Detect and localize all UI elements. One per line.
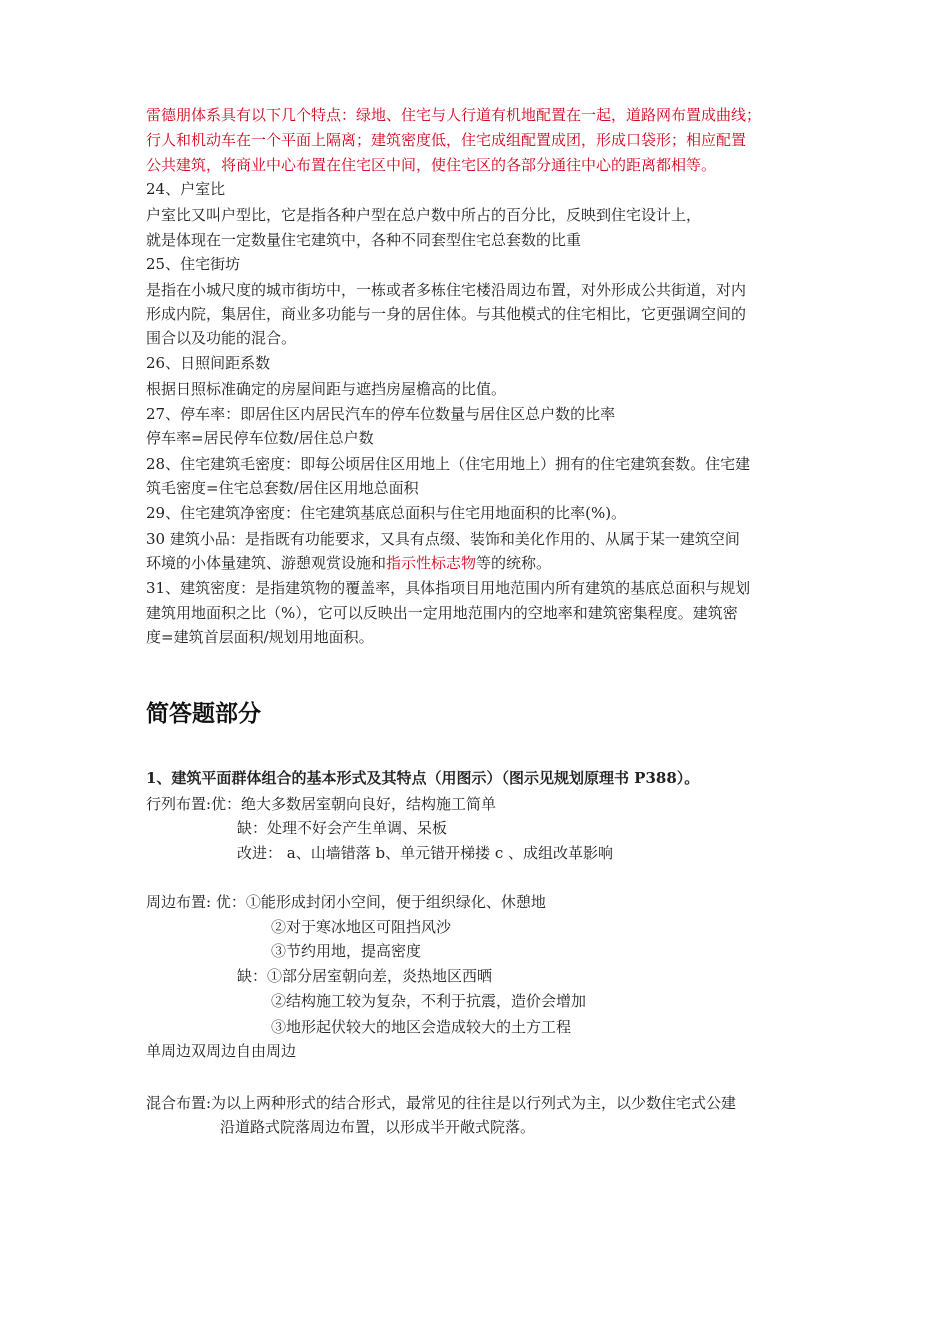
question-1-title: 1、建筑平面群体组合的基本形式及其特点（用图示）（图示见规划原理书 P388）。 (146, 769, 700, 787)
term-31-title: 31、建筑密度：是指建筑物的覆盖率，具体指项目用地范围内所有建筑的基底总面积与规划 (146, 579, 751, 597)
term-28-line-1: 筑毛密度=住宅总套数/居住区用地总面积 (146, 479, 419, 497)
term-30-title: 30 建筑小品：是指既有功能要求，又具有点缀、装饰和美化作用的、从属于某一建筑空间 (146, 530, 740, 548)
perimeter-types: 单周边双周边自由周边 (146, 1042, 297, 1060)
row-layout-cons: 缺：处理不好会产生单调、呆板 (237, 819, 448, 837)
term-24-title: 24、户室比 (146, 180, 226, 198)
intro-line-2: 行人和机动车在一个平面上隔离；建筑密度低，住宅成组配置成团，形成口袋形；相应配置 (146, 131, 747, 149)
perimeter-pros-2: ②对于寒冰地区可阻挡风沙 (271, 918, 452, 936)
intro-line-3: 公共建筑，将商业中心布置在住宅区中间，使住宅区的各部分通往中心的距离都相等。 (146, 156, 717, 174)
term-24-line-1: 户室比又叫户型比，它是指各种户型在总户数中所占的百分比，反映到住宅设计上， (146, 206, 702, 224)
row-layout-improve: 改进： a、山墙错落 b、单元错开梯搂 c 、成组改革影响 (237, 844, 614, 862)
perimeter-pros-1: 周边布置: 优：①能形成封闭小空间，便于组织绿化、休憩地 (146, 893, 546, 911)
perimeter-pros-3: ③节约用地，提高密度 (271, 942, 422, 960)
term-25-title: 25、住宅街坊 (146, 255, 241, 273)
term-30-after: 等的统称。 (476, 554, 552, 572)
term-31-line-1: 建筑用地面积之比（%），它可以反映出一定用地范围内的空地率和建筑密集程度。建筑密 (146, 604, 738, 622)
term-28-title: 28、住宅建筑毛密度：即每公顷居住区用地上（住宅用地上）拥有的住宅建筑套数。住宅建 (146, 455, 751, 473)
term-26-line-1: 根据日照标准确定的房屋间距与遮挡房屋檐高的比值。 (146, 380, 507, 398)
perimeter-cons-2: ②结构施工较为复杂，不利于抗震，造价会增加 (271, 992, 587, 1010)
section-heading: 简答题部分 (146, 701, 261, 727)
term-24-line-2: 就是体现在一定数量住宅建筑中，各种不同套型住宅总套数的比重 (146, 231, 582, 249)
perimeter-cons-1: 缺：①部分居室朝向差，炎热地区西晒 (237, 967, 493, 985)
term-26-title: 26、日照间距系数 (146, 354, 271, 372)
term-25-line-3: 围合以及功能的混合。 (146, 329, 297, 347)
mixed-layout-2: 沿道路式院落周边布置，以形成半开敞式院落。 (220, 1118, 536, 1136)
term-30-line-2 (146, 553, 551, 573)
perimeter-cons-3: ③地形起伏较大的地区会造成较大的土方工程 (271, 1018, 572, 1036)
term-30-highlight: 指示性标志物 (386, 554, 477, 572)
term-25-line-2: 形成内院，集居住，商业多功能与一身的居住体。与其他模式的住宅相比，它更强调空间的 (146, 305, 747, 323)
term-31-line-2: 度=建筑首层面积/规划用地面积。 (146, 628, 374, 646)
mixed-layout-1: 混合布置:为以上两种形式的结合形式，最常见的往往是以行列式为主，以少数住宅式公建 (146, 1094, 737, 1112)
row-layout-pros: 行列布置:优：绝大多数居室朝向良好，结构施工简单 (146, 795, 497, 813)
term-29-title: 29、住宅建筑净密度：住宅建筑基底总面积与住宅用地面积的比率(%)。 (146, 504, 627, 522)
intro-line-1: 雷德朋体系具有以下几个特点：绿地、住宅与人行道有机地配置在一起，道路网布置成曲线； (146, 106, 762, 124)
term-30-before: 环境的小体量建筑、游憩观赏设施和 (146, 554, 387, 572)
term-27-title: 27、停车率：即居住区内居民汽车的停车位数量与居住区总户数的比率 (146, 405, 616, 423)
term-27-line-1: 停车率=居民停车位数/居住总户数 (146, 429, 374, 447)
term-25-line-1: 是指在小城尺度的城市街坊中，一栋或者多栋住宅楼沿周边布置，对外形成公共街道，对内 (146, 281, 747, 299)
